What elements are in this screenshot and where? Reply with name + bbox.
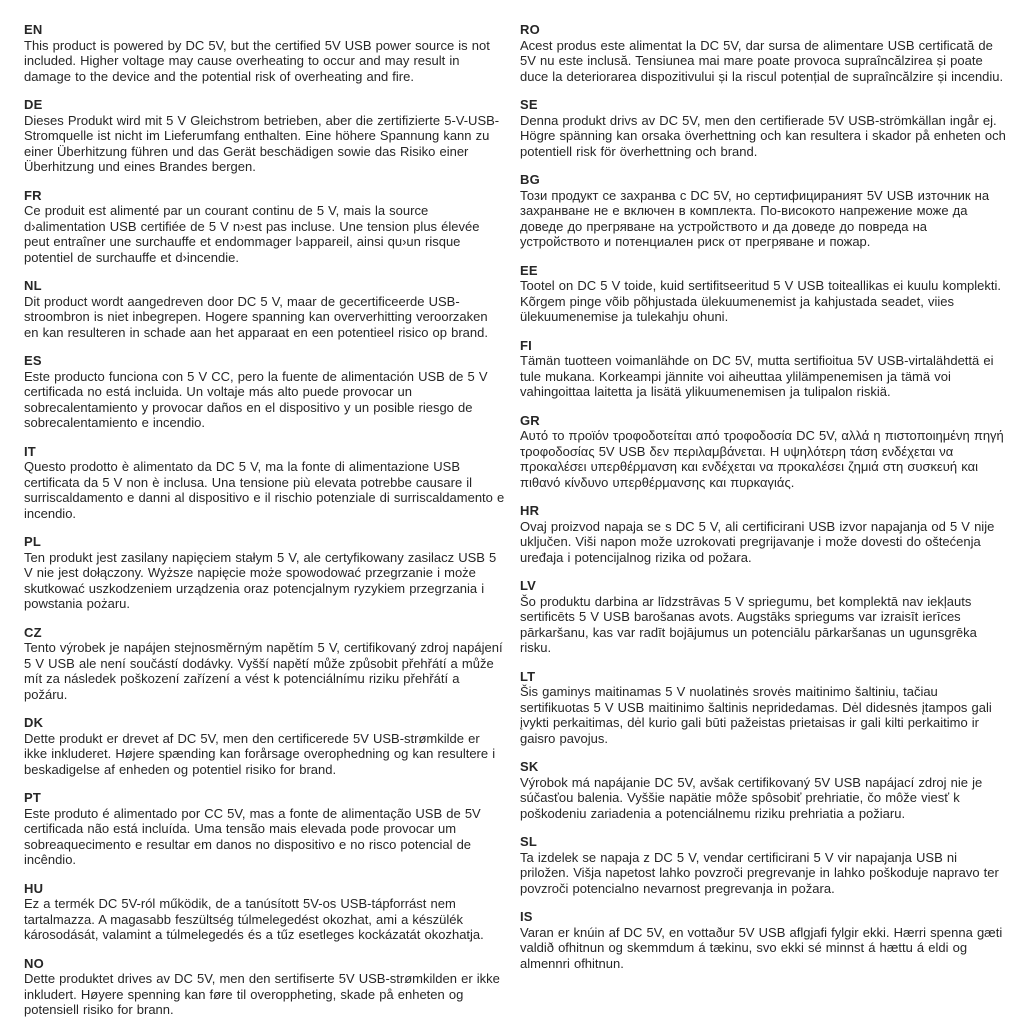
language-text: Αυτό το προϊόν τροφοδοτείται από τροφοδοσία DC 5V, αλλά η πιστοποιημένη πηγή τροφοδοσίας 5V USB δεν περιλαμβάνεται. Η υψηλότερη τάση ενδέχεται να προκαλέσει υπερθέρμανση και ενδέχεται να προκαλέσει ζημιά στη συσκευή και πιθανό κίνδυνο υπερθέρμανσης και πυρκαγιάς. [520,428,1004,490]
section-is [520,909,1006,971]
language-code: IS [520,909,533,924]
language-code: SE [520,97,538,112]
section-cz [24,625,506,703]
section-fr [24,188,506,266]
section-ro [520,22,1006,84]
column-right [520,22,1006,1014]
section-en [24,22,506,84]
language-code: NO [24,955,44,971]
language-text: Dit product wordt aangedreven door DC 5 V, maar de gecertificeerde USB-stroombron is niet inbegrepen. Hogere spanning kan oververhitting veroorzaken en kan resulteren in schade aan het apparaat en een potentieel risico op brand. [24,293,488,340]
language-text: Dette produktet drives av DC 5V, men den sertifiserte 5V USB-strømkilden er ikke inkludert. Høyere spenning kan føre til overoppheting, skade på enheten og potensiell risiko for brann. [24,971,500,1017]
section-no [24,956,506,1018]
language-code: SL [520,834,538,849]
section-pl [24,534,506,612]
section-de [24,97,506,175]
section-se [520,97,1006,159]
section-fi [520,338,1006,400]
language-code: SK [520,759,539,774]
section-hr [520,503,1006,565]
language-code: DK [24,715,44,730]
language-text: Dieses Produkt wird mit 5 V Gleichstrom betrieben, aber die zertifizierte 5-V-USB-Stromquelle ist nicht im Lieferumfang enthalten. Eine höhere Spannung kann zu einer Überhitzung führen und das Gerät beschädigen sowie das Risiko einer Überhitzung und eines Brandes bergen. [24,112,500,174]
language-code: EN [24,22,43,37]
language-text: Ta izdelek se napaja z DC 5 V, vendar certificirani 5 V vir napajanja USB ni priložen. Višja napetost lahko povzroči pregrevanje in lahko poškoduje napravo ter povzroči potencialno nevarnost pregrevanja in požara. [520,849,999,896]
section-es [24,353,506,431]
language-text: This product is powered by DC 5V, but the certified 5V USB power source is not included. Higher voltage may cause overheating to occur and may result in damage to the device and the potential risk of overheating and fire. [24,37,490,84]
language-text: Denna produkt drivs av DC 5V, men den certifierade 5V USB-strömkällan ingår ej. Högre spänning kan orsaka överhettning och kan resultera i skador på enheten och potentiell risk för överhettning och brand. [520,112,1006,159]
language-code: DE [24,97,43,112]
language-code: IT [24,443,36,459]
language-code: FR [24,187,42,203]
language-code: HU [24,880,44,896]
language-text: Výrobok má napájanie DC 5V, avšak certifikovaný 5V USB napájací zdroj nie je súčasťou balenia. Vyššie napätie môže spôsobiť prehriatie, čo môže viesť k poškodeniu zariadenia a potenciálnemu riziku prehriatia a požiaru. [520,774,983,821]
section-sk [520,759,1006,821]
section-hu [24,881,506,943]
language-text: Dette produkt er drevet af DC 5V, men den certificerede 5V USB-strømkilde er ikke inkluderet. Højere spænding kan forårsage overophedning og kan resultere i beskadigelse af enheden og potentiel risiko for brand. [24,730,496,777]
section-ee [520,263,1006,325]
language-text: Este producto funciona con 5 V CC, pero la fuente de alimentación USB de 5 V certificada no está incluida. Un voltaje más alto puede provocar un sobrecalentamiento y provocar daños en el dispositivo y un posible riesgo de sobrecalentamiento e incendio. [24,368,488,430]
language-code: FI [520,337,532,353]
language-text: Ez a termék DC 5V-ról működik, de a tanúsított 5V-os USB-tápforrást nem tartalmazza. A magasabb feszültség túlmelegedést okozhat, ami a készülék károsodását, valamint a túlmelegedés és a tűz esetleges kockázatát okozhatja. [24,896,484,942]
section-dk [24,715,506,777]
language-code: HR [520,503,540,518]
language-text: Tootel on DC 5 V toide, kuid sertifitseeritud 5 V USB toiteallikas ei kuulu komplekti. Kõrgem pinge võib põhjustada ülekuumenemist ja kahjustada seadet, viies ülekuumenemise ja tulekahju ohuni. [520,278,1002,324]
language-text: Este produto é alimentado por CC 5V, mas a fonte de alimentação USB de 5V certificada não está incluída. Uma tensão mais elevada pode provocar um sobreaquecimento e resultar em danos no dispositivo e no risco potencial de incêndio. [24,805,481,867]
section-gr [520,413,1006,491]
section-lv [520,578,1006,656]
language-code: NL [24,278,42,293]
language-code: EE [520,262,538,278]
language-code: RO [520,22,540,37]
language-code: CZ [24,624,42,640]
language-code: PL [24,534,42,549]
language-text: Ce produit est alimenté par un courant continu de 5 V, mais la source d›alimentation USB certifiée de 5 V n›est pas incluse. Une tension plus élevée peut entraîner une surchauffe et endommager l›appareil, ainsi qu›un risque potentiel de surchauffe et d›incendie. [24,203,480,265]
language-code: LV [520,578,537,593]
language-text: Ovaj proizvod napaja se s DC 5 V, ali certificirani USB izvor napajanja od 5 V nije uključen. Viši napon može uzrokovati pregrijavanje i može dovesti do oštećenja uređaja i potencijalnog rizika od požara. [520,518,995,565]
section-sl [520,834,1006,896]
language-text: Šo produktu darbina ar līdzstrāvas 5 V spriegumu, bet komplektā nav iekļauts sertificēts 5 V USB barošanas avots. Augstāks spriegums var izraisīt ierīces pārkaršanu, kas var radīt bojājumus un potenciālu pārkaršanas un ugunsgrēka risku. [520,593,977,655]
section-pt [24,790,506,868]
language-code: BG [520,172,540,187]
language-text: Tämän tuotteen voimanlähde on DC 5V, mutta sertifioitua 5V USB-virtalähdettä ei tule mukana. Korkeampi jännite voi aiheuttaa ylilämpenemisen ja tämä voi vahingoittaa laitetta ja lisätä ylikuumenemisen ja tulipalon riskiä. [520,353,994,399]
language-text: Varan er knúin af DC 5V, en vottaður 5V USB aflgjafi fylgir ekki. Hærri spenna gæti valdið ofhitnun og skemmdum á tækinu, svo ekki sé minnst á hættu á eldi og almennri ofhitnun. [520,924,1003,971]
section-bg [520,172,1006,250]
language-text: Questo prodotto è alimentato da DC 5 V, ma la fonte di alimentazione USB certificata da 5 V non è inclusa. Una tensione più elevata potrebbe causare il surriscaldamento e danni al dispositivo e il rischio potenziale di surriscaldamento e incendio. [24,459,505,521]
section-it [24,444,506,522]
language-code: PT [24,790,42,805]
language-text: Tento výrobek je napájen stejnosměrným napětím 5 V, certifikovaný zdroj napájení 5 V USB ale není součástí dodávky. Vyšší napětí může způsobit přehřátí a může mít za následek poškození zařízení a vést k potenciálnímu riziku přehřátí a požáru. [24,640,503,702]
language-code: ES [24,353,42,368]
language-code: GR [520,412,540,428]
language-text: Този продукт се захранва с DC 5V, но сертифицираният 5V USB източник на захранване не е включен в комплекта. По-високото напрежение може да доведе до прегряване на устройството и да доведе до повреда на устройството и потенциален риск от прегряване и пожар. [520,187,990,249]
section-nl [24,278,506,340]
language-code: LT [520,668,536,684]
column-left [24,22,506,1017]
section-lt [520,669,1006,747]
language-text: Acest produs este alimentat la DC 5V, dar sursa de alimentare USB certificată de 5V nu este inclusă. Tensiunea mai mare poate provoca supraîncălzirea și poate duce la deteriorarea dispozitivului și la riscul potențial de supraîncălzire și incendiu. [520,37,1004,84]
language-text: Šis gaminys maitinamas 5 V nuolatinės srovės maitinimo šaltiniu, tačiau sertifikuotas 5 V USB maitinimo šaltinis nepridedamas. Dėl didesnės įtampos gali įvykti perkaitimas, dėl kurio gali būti pažeistas prietaisas ir gali kilti perkaitimo ir gaisro pavojus. [520,684,992,746]
language-text: Ten produkt jest zasilany napięciem stałym 5 V, ale certyfikowany zasilacz USB 5 V nie jest dołączony. Wyższe napięcie może spowodować przegrzanie i może skutkować uszkodzeniem urządzenia oraz potencjalnym ryzykiem przegrzania i powstania pożaru. [24,549,497,611]
